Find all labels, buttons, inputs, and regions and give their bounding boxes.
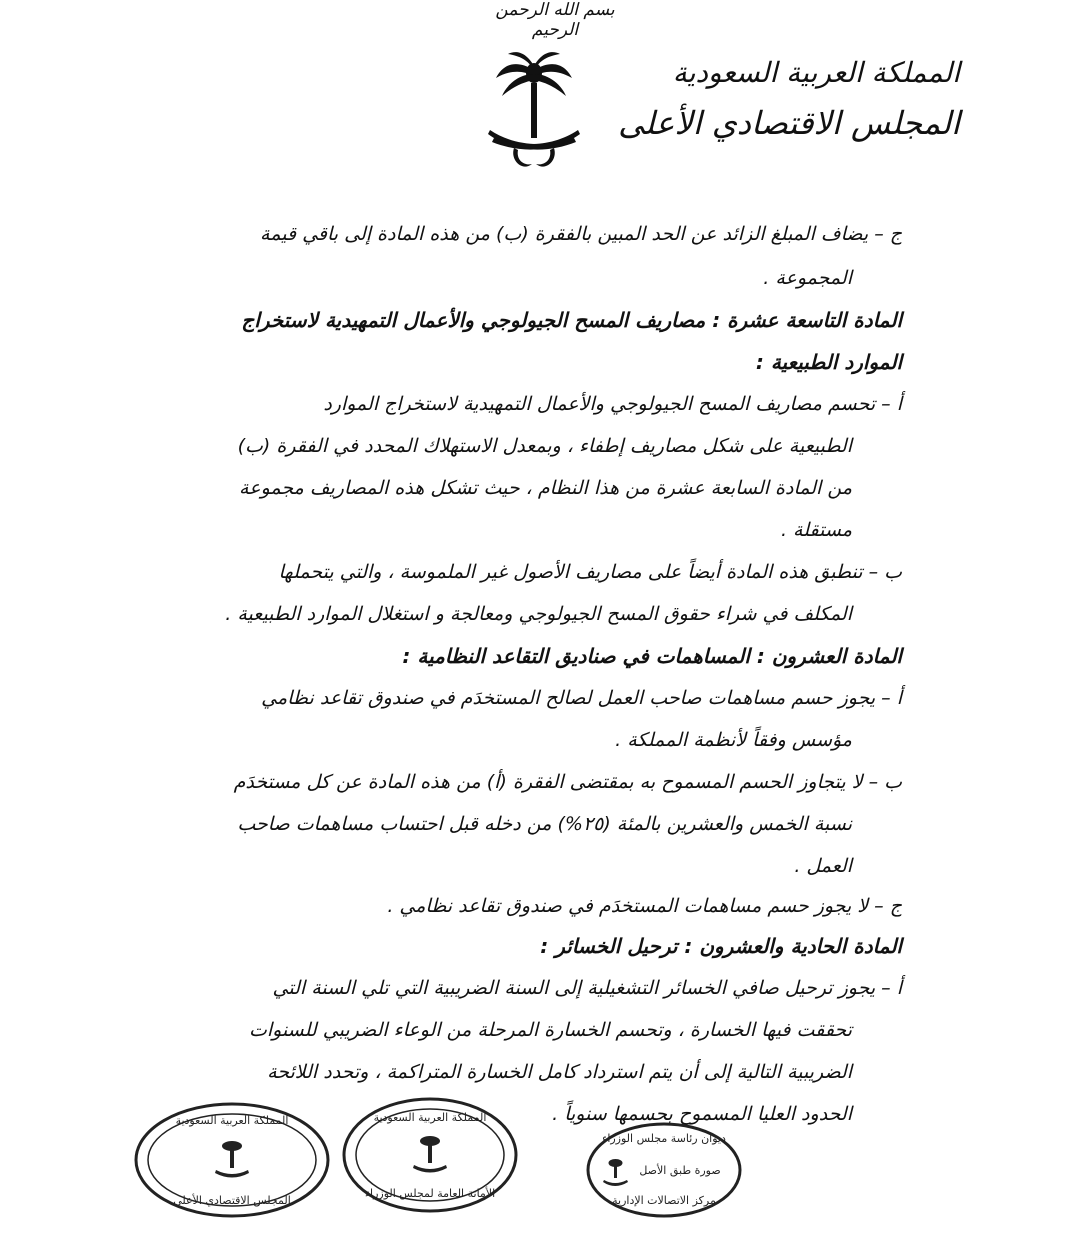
article-heading: الموارد الطبيعية : [755, 350, 902, 374]
palm-swords-icon [603, 1159, 628, 1186]
text-line: تحققت فيها الخسارة ، وتحسم الخسارة المرحلة من الوعاء الضريبي للسنوات [248, 1019, 852, 1041]
palm-swords-icon [215, 1141, 249, 1178]
text-line: نسبة الخمس والعشرين بالمئة (٢٥%) من دخله قبل احتساب مساهمات صاحب [237, 813, 852, 835]
seal-top-text: ديوان رئاسة مجلس الوزراء [602, 1132, 726, 1145]
text-line: ب – لا يتجاوز الحسم المسموح به بمقتضى الفقرة (أ) من هذه المادة عن كل مستخدَم [233, 771, 902, 793]
text-line: من المادة السابعة عشرة من هذا النظام ، حيث تشكل هذه المصاريف مجموعة [239, 477, 852, 499]
seal-center-text: صورة طبق الأصل [639, 1164, 721, 1177]
text-line: العمل . [794, 855, 852, 877]
text-line: ج – يضاف المبلغ الزائد عن الحد المبين بالفقرة (ب) من هذه المادة إلى باقي قيمة [260, 223, 902, 245]
kingdom-title: المملكة العربية السعودية [672, 56, 960, 89]
text-line: المجموعة . [763, 267, 852, 289]
article-heading: المادة التاسعة عشرة : مصاريف المسح الجيولوجي والأعمال التمهيدية لاستخراج [241, 308, 902, 332]
secretariat-seal-stamp [340, 1095, 520, 1215]
text-line: أ – يجوز حسم مساهمات صاحب العمل لصالح المستخدَم في صندوق تقاعد نظامي [261, 687, 902, 709]
seal-bottom-text: مركز الاتصالات الإدارية [612, 1194, 716, 1207]
seal-bottom-text: الأمانة العامة لمجلس الوزراء [364, 1187, 496, 1200]
basmala: بسم الله الرحمن الرحيم [495, 0, 615, 40]
text-line: ج – لا يجوز حسم مساهمات المستخدَم في صندوق تقاعد نظامي . [387, 895, 902, 917]
text-line: أ – يجوز ترحيل صافي الخسائر التشغيلية إلى السنة الضريبية التي تلي السنة التي [272, 977, 902, 999]
text-line: الطبيعية على شكل مصاريف إطفاء ، وبمعدل الاستهلاك المحدد في الفقرة (ب) [237, 435, 852, 457]
seal-top-text: المملكة العربية السعودية [373, 1111, 487, 1124]
seal-bottom-text: المجلس الاقتصادي الأعلى [173, 1194, 291, 1207]
text-line: المكلف في شراء حقوق المسح الجيولوجي ومعالجة و استغلال الموارد الطبيعية . [225, 603, 852, 625]
seal-top-text: المملكة العربية السعودية [175, 1114, 289, 1127]
article-heading: المادة الحادية والعشرون : ترحيل الخسائر : [540, 934, 902, 958]
council-seal-stamp [132, 1100, 332, 1220]
text-line: الحدود العليا المسموح بحسمها سنوياً . [552, 1103, 852, 1125]
text-line: أ – تحسم مصاريف المسح الجيولوجي والأعمال التمهيدية لاستخراج الموارد [323, 393, 902, 415]
text-line: ب – تنطبق هذه المادة أيضاً على مصاريف الأصول غير الملموسة ، والتي يتحملها [278, 561, 902, 583]
true-copy-stamp [584, 1120, 744, 1220]
text-line: مستقلة . [780, 519, 852, 541]
text-line: مؤسس وفقاً لأنظمة المملكة . [615, 729, 852, 751]
article-heading: المادة العشرون : المساهمات في صناديق التقاعد النظامية : [402, 644, 902, 668]
palm-swords-icon [413, 1136, 447, 1173]
document-body [182, 0, 902, 1247]
text-line: الضريبية التالية إلى أن يتم استرداد كامل الخسارة المتراكمة ، وتحدد اللائحة [267, 1061, 852, 1083]
council-title: المجلس الاقتصادي الأعلى [618, 104, 960, 142]
